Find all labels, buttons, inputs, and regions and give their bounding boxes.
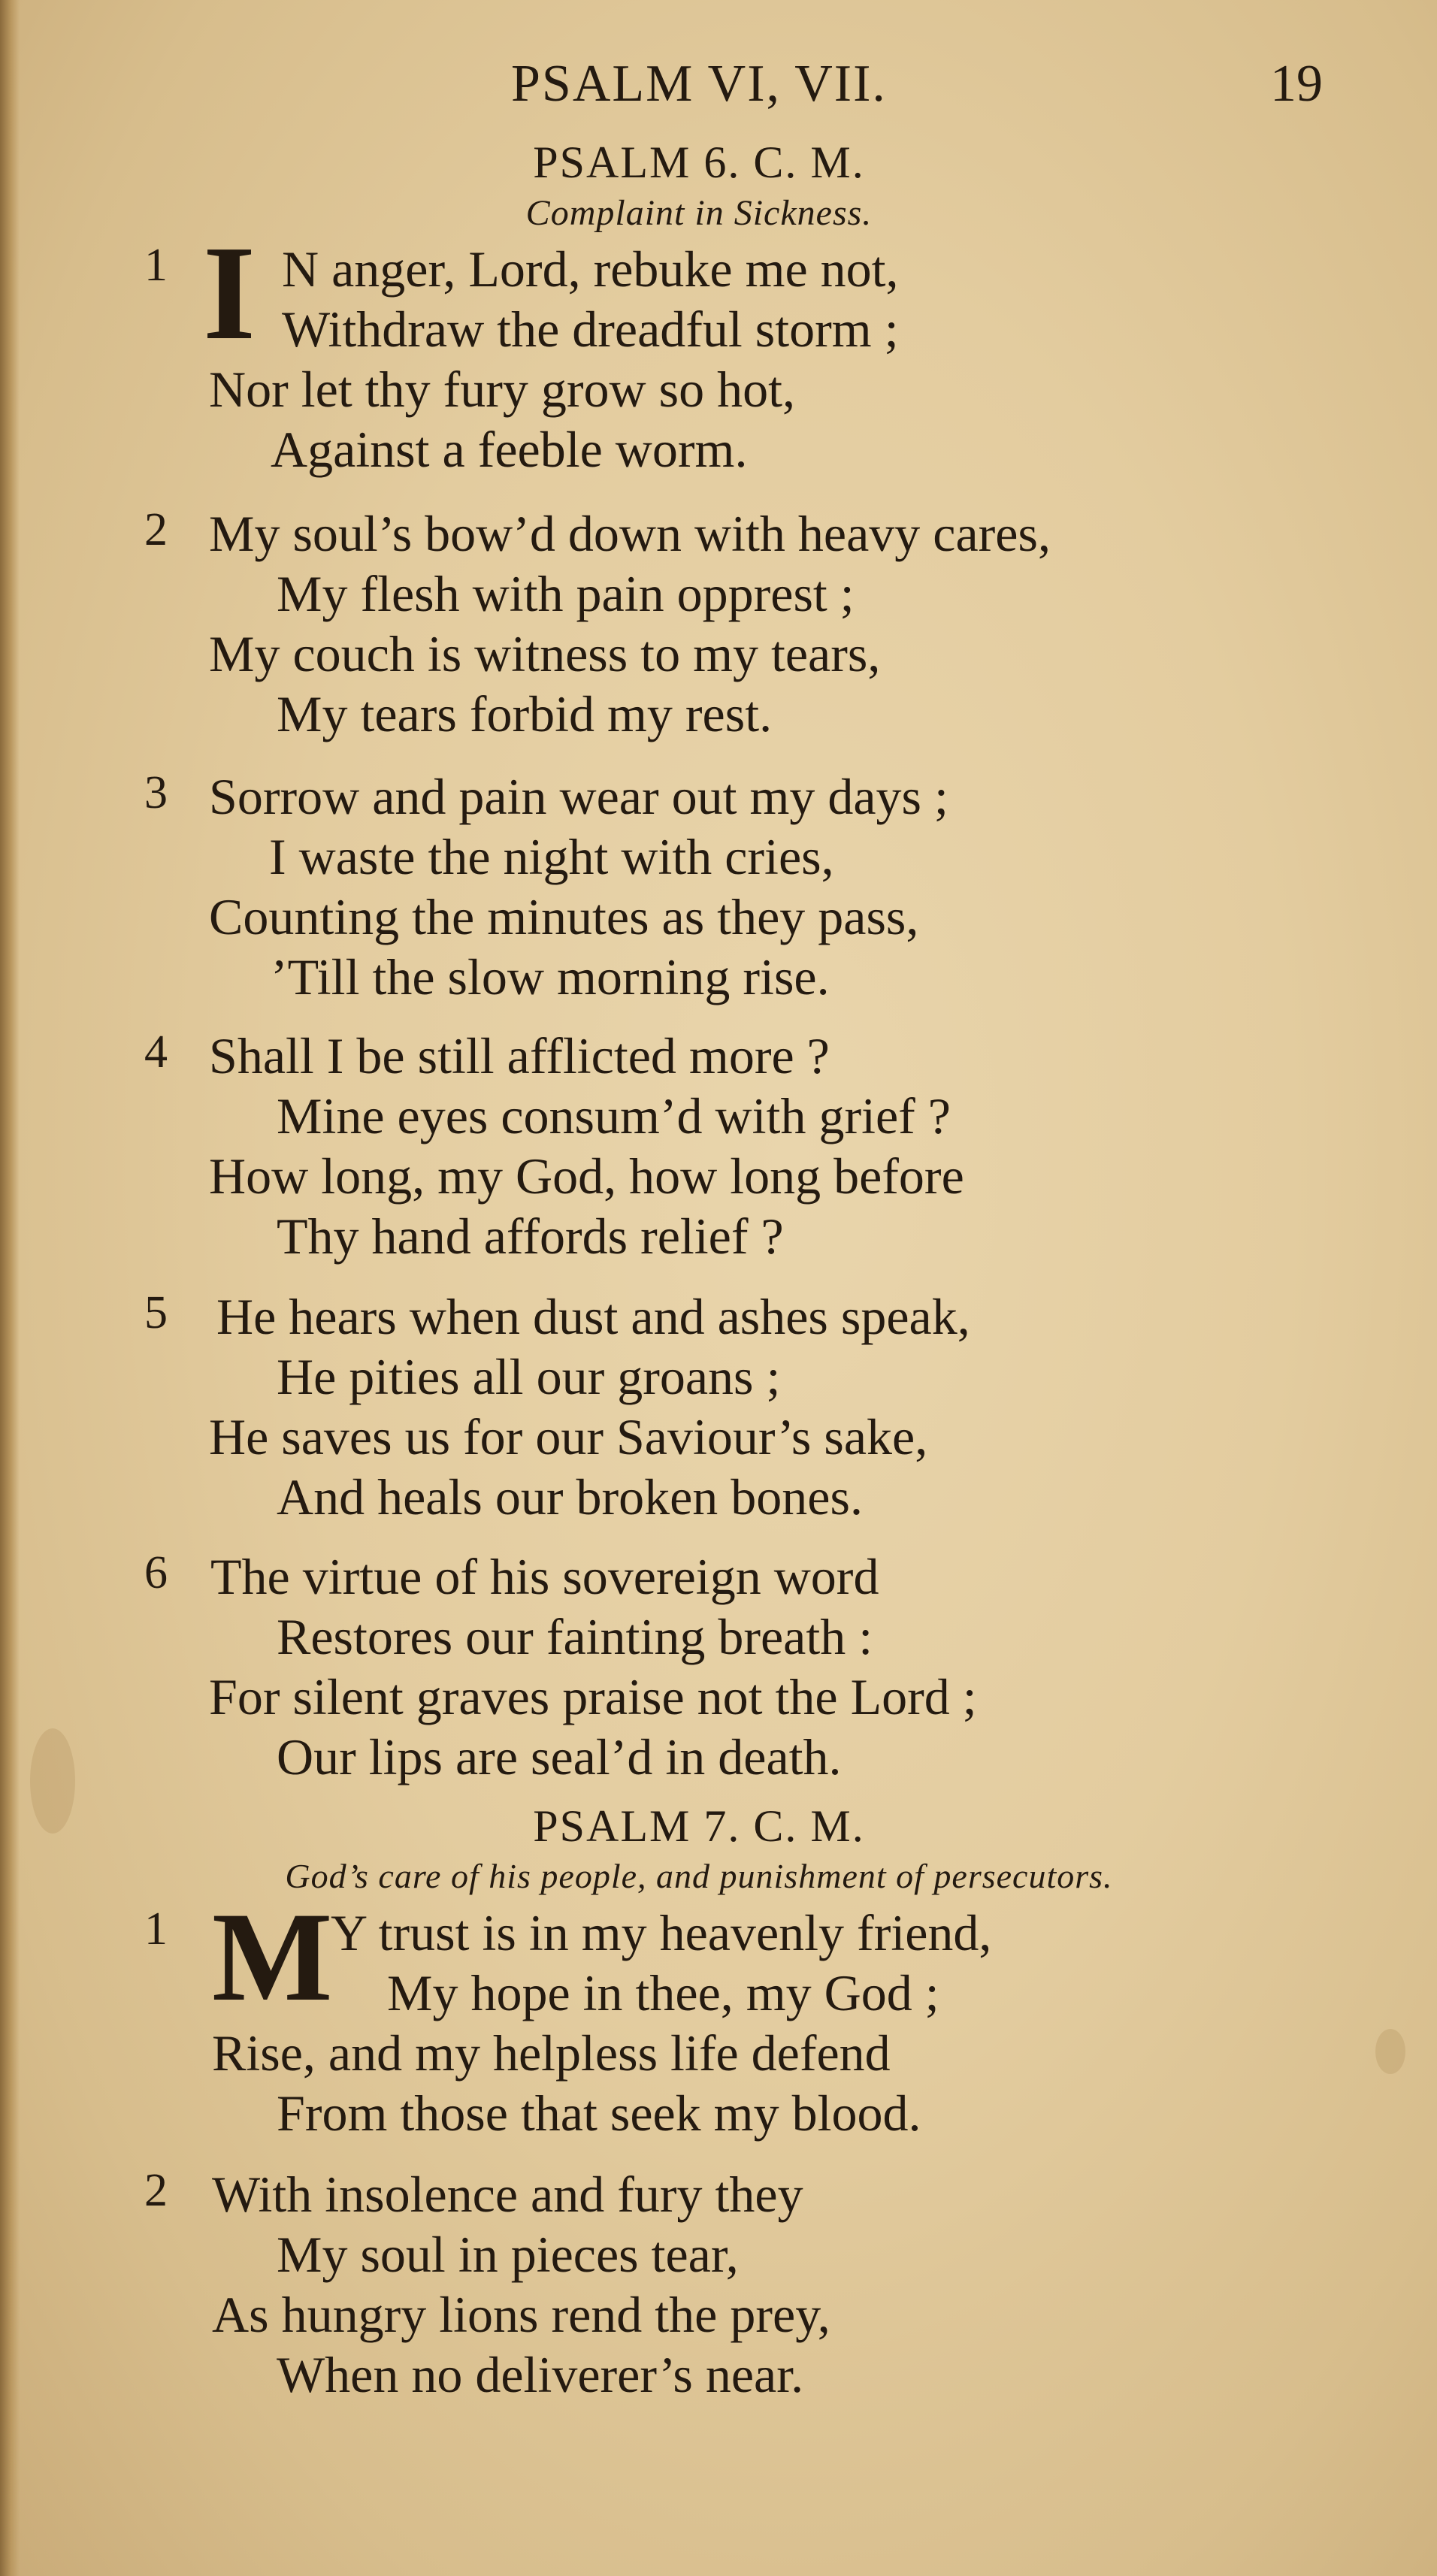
verse-line: N anger, Lord, rebuke me not, — [282, 240, 899, 298]
psalm-6-subtitle: Complaint in Sickness. — [525, 193, 873, 233]
verse-line: As hungry lions rend the prey, — [212, 2286, 830, 2343]
stanza-number: 1 — [144, 1903, 168, 1955]
verse-line: My couch is witness to my tears, — [209, 625, 881, 682]
drop-cap: M — [212, 1886, 333, 2027]
verse-line: With insolence and fury they — [212, 2166, 803, 2223]
verse-line: ’Till the slow morning rise. — [271, 948, 830, 1005]
verse-line: I waste the night with cries, — [269, 828, 834, 885]
verse-line: When no deliverer’s near. — [277, 2346, 804, 2403]
verse-line: And heals our broken bones. — [277, 1468, 863, 1525]
verse-line: He hears when dust and ashes speak, — [216, 1288, 970, 1345]
verse-line: How long, my God, how long before — [209, 1147, 964, 1205]
stanza-number: 3 — [144, 767, 168, 818]
running-title: PSALM VI, VII. — [511, 55, 887, 113]
verse-line: For silent graves praise not the Lord ; — [209, 1668, 977, 1725]
verse-line: Rise, and my helpless life defend — [212, 2024, 891, 2082]
page-header — [0, 54, 1437, 122]
page-number: 19 — [1270, 55, 1323, 113]
verse-line: My soul in pieces tear, — [277, 2226, 739, 2283]
verse-line: Nor let thy fury grow so hot, — [209, 361, 796, 418]
stanza-number: 5 — [144, 1287, 168, 1338]
verse-line: Counting the minutes as they pass, — [209, 888, 919, 945]
stanza-number: 2 — [144, 504, 168, 555]
verse-line: My soul’s bow’d down with heavy cares, — [209, 505, 1051, 562]
page-edge-shadow — [0, 0, 20, 2576]
verse-line: Shall I be still afflicted more ? — [209, 1027, 830, 1084]
verse-line: Thy hand affords relief ? — [277, 1208, 784, 1265]
foxing-spot — [1375, 2029, 1405, 2074]
verse-line: Restores our fainting breath : — [277, 1608, 873, 1665]
drop-cap: I — [203, 218, 256, 367]
verse-line: Against a feeble worm. — [271, 421, 748, 478]
stanza-number: 6 — [144, 1547, 168, 1598]
verse-line: My tears forbid my rest. — [277, 685, 773, 742]
psalm-6-title: PSALM 6. C. M. — [533, 138, 865, 187]
verse-line: My flesh with pain opprest ; — [277, 565, 855, 622]
verse-line: Sorrow and pain wear out my days ; — [209, 768, 948, 825]
stanza-number: 4 — [144, 1026, 168, 1078]
stanza-number: 1 — [144, 240, 168, 291]
stanza-number: 2 — [144, 2165, 168, 2216]
verse-line: Mine eyes consum’d with grief ? — [277, 1087, 951, 1144]
verse-line: He pities all our groans ; — [277, 1348, 781, 1405]
verse-line: From those that seek my blood. — [277, 2085, 921, 2142]
verse-line: My hope in thee, my God ; — [387, 1964, 939, 2021]
verse-line: He saves us for our Saviour’s sake, — [209, 1408, 928, 1465]
verse-line: Y trust is in my heavenly friend, — [331, 1904, 992, 1961]
psalm-7-subtitle: God’s care of his people, and punishment of persecutors. — [285, 1857, 1113, 1895]
verse-line: Withdraw the dreadful storm ; — [282, 301, 899, 358]
verse-line: Our lips are seal’d in death. — [277, 1728, 842, 1785]
verse-line: The virtue of his sovereign word — [210, 1548, 879, 1605]
psalm-7-title: PSALM 7. C. M. — [533, 1801, 865, 1851]
